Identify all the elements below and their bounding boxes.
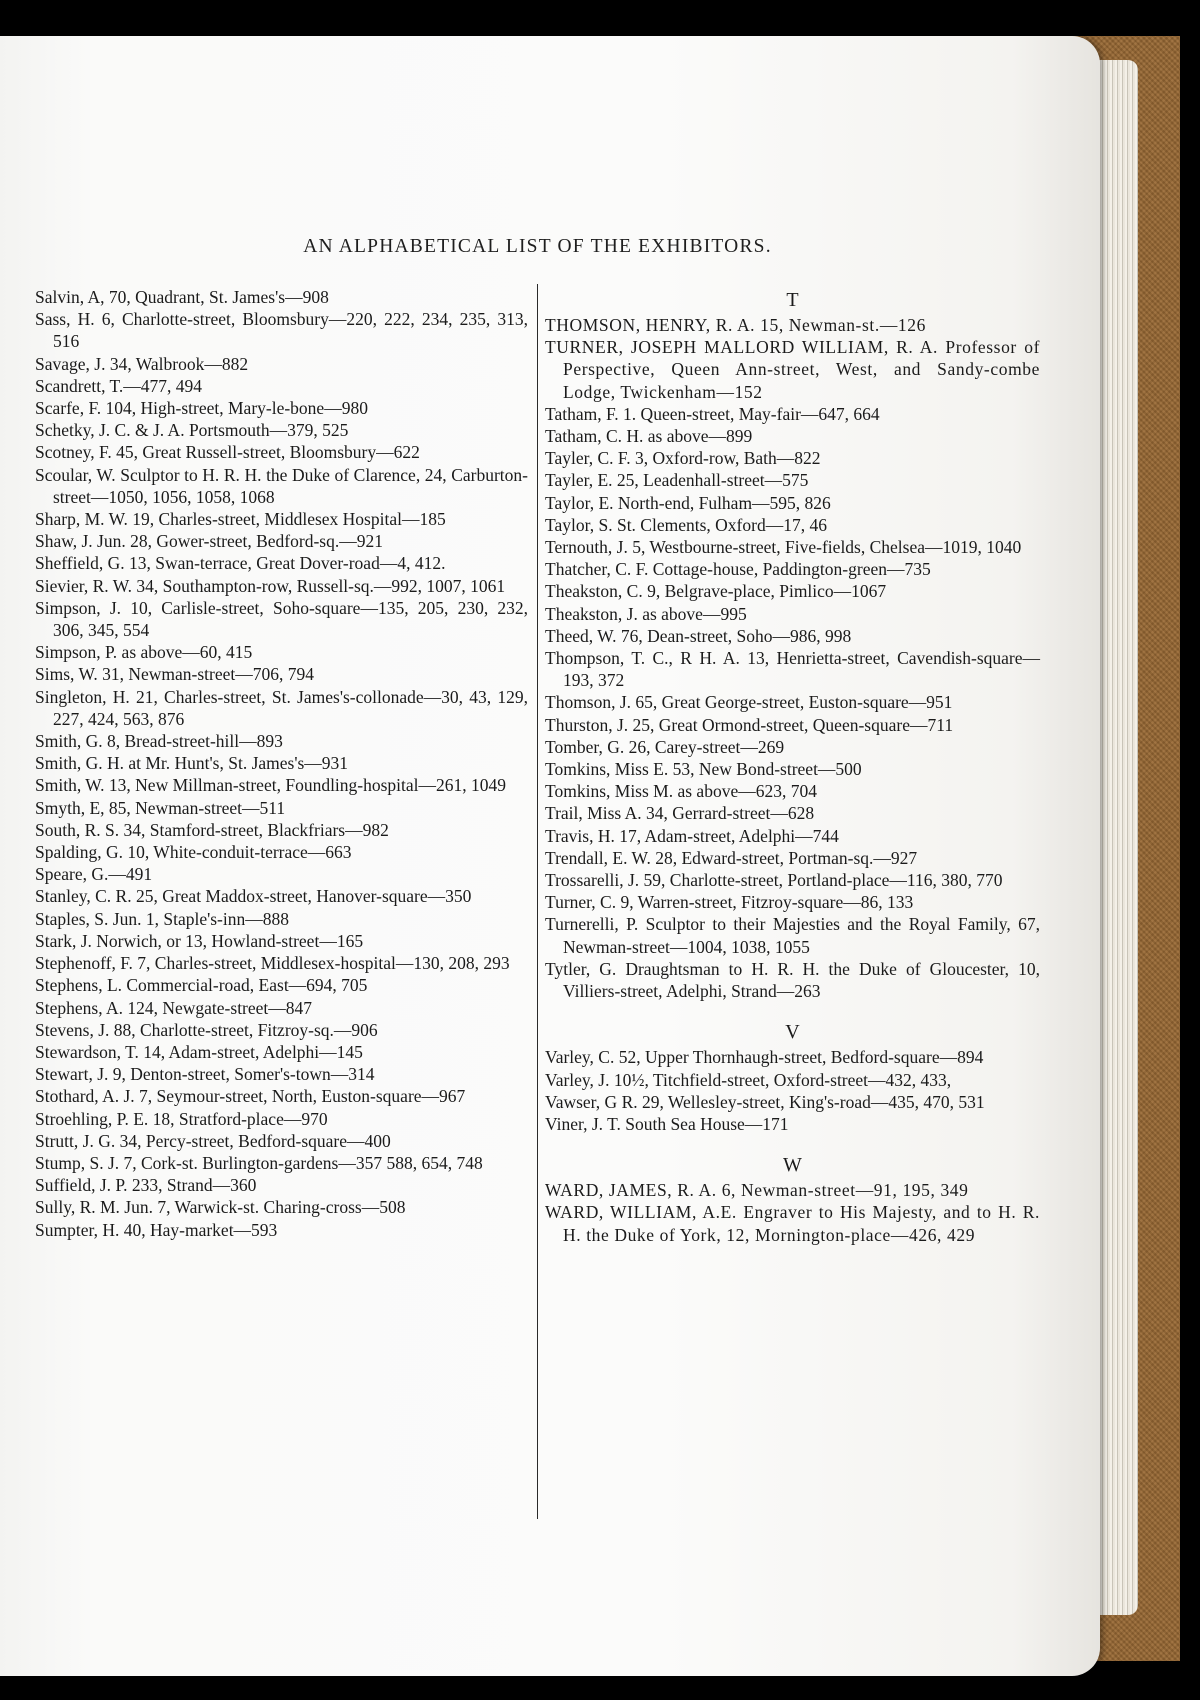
list-entry: Taylor, S. St. Clements, Oxford—17, 46	[545, 514, 827, 535]
list-entry: WARD, JAMES, R. A. 6, Newman-street—91, 195, 349	[545, 1180, 969, 1201]
list-entry: Theakston, J. as above—995	[545, 603, 747, 624]
list-entry: Turnerelli, P. Sculptor to their Majesties and the Royal Family, 67, Newman-street—1004, 1038, 1055	[545, 914, 1040, 957]
list-entry: Tomber, G. 26, Carey-street—269	[545, 736, 785, 757]
list-entry: Vawser, G R. 29, Wellesley-street, King's-road—435, 470, 531	[545, 1091, 985, 1112]
list-entry: Stewardson, T. 14, Adam-street, Adelphi—145	[35, 1041, 363, 1062]
list-entry: Scandrett, T.—477, 494	[35, 375, 203, 396]
list-entry: Sass, H. 6, Charlotte-street, Bloomsbury—220, 222, 234, 235, 313, 516	[35, 309, 528, 352]
list-entry: Trossarelli, J. 59, Charlotte-street, Portland-place—116, 380, 770	[545, 870, 1003, 891]
list-entry: Varley, J. 10½, Titchfield-street, Oxford-street—432, 433,	[545, 1069, 952, 1090]
list-entry: Thatcher, C. F. Cottage-house, Paddington-green—735	[545, 559, 931, 580]
list-entry: Strutt, J. G. 34, Percy-street, Bedford-square—400	[35, 1130, 391, 1151]
list-entry: Stevens, J. 88, Charlotte-street, Fitzroy-sq.—906	[35, 1019, 378, 1040]
page-header: AN ALPHABETICAL LIST OF THE EXHIBITORS.	[303, 236, 772, 257]
list-entry: Thomson, J. 65, Great George-street, Euston-square—951	[545, 692, 953, 713]
list-entry: Smyth, E, 85, Newman-street—511	[35, 797, 286, 818]
list-entry: Stephenoff, F. 7, Charles-street, Middlesex-hospital—130, 208, 293	[35, 953, 510, 974]
list-entry: Trendall, E. W. 28, Edward-street, Portman-sq.—927	[545, 847, 918, 868]
list-entry: Speare, G.—491	[35, 864, 153, 885]
column-divider	[537, 284, 538, 1519]
list-entry: Salvin, A, 70, Quadrant, St. James's—908	[35, 287, 329, 307]
list-entry: Stanley, C. R. 25, Great Maddox-street, Hanover-square—350	[35, 886, 472, 907]
list-entry: Scoular, W. Sculptor to H. R. H. the Duke of Clarence, 24, Carburton-street—1050, 1056, 1058, 1068	[35, 464, 528, 507]
list-entry: Tayler, E. 25, Leadenhall-street—575	[545, 470, 809, 491]
list-entry: Travis, H. 17, Adam-street, Adelphi—744	[545, 825, 839, 846]
list-entry: Tayler, C. F. 3, Oxford-row, Bath—822	[545, 448, 821, 469]
book-page	[0, 36, 1100, 1676]
list-entry: Viner, J. T. South Sea House—171	[545, 1113, 789, 1134]
list-entry: Stothard, A. J. 7, Seymour-street, North, Euston-square—967	[35, 1086, 466, 1107]
list-entry: Shaw, J. Jun. 28, Gower-street, Bedford-sq.—921	[35, 531, 383, 552]
list-entry: Turner, C. 9, Warren-street, Fitzroy-square—86, 133	[545, 892, 914, 913]
list-entry: WARD, WILLIAM, A.E. Engraver to His Majesty, and to H. R. H. the Duke of York, 12, Mornington-place—426, 429	[545, 1202, 1040, 1245]
list-entry: Trail, Miss A. 34, Gerrard-street—628	[545, 803, 815, 824]
list-entry: Thompson, T. C., R H. A. 13, Henrietta-street, Cavendish-square—193, 372	[545, 648, 1040, 691]
list-entry: Tatham, C. H. as above—899	[545, 426, 753, 447]
list-entry: Ternouth, J. 5, Westbourne-street, Five-fields, Chelsea—1019, 1040	[545, 537, 1022, 558]
list-entry: Sims, W. 31, Newman-street—706, 794	[35, 664, 315, 685]
list-entry: Smith, G. 8, Bread-street-hill—893	[35, 731, 283, 752]
left-column	[35, 286, 528, 1241]
list-entry: Suffield, J. P. 233, Strand—360	[35, 1175, 257, 1196]
list-entry: Tytler, G. Draughtsman to H. R. H. the Duke of Gloucester, 10, Villiers-street, Adelphi, Strand—263	[545, 958, 1040, 1002]
list-entry: Stump, S. J. 7, Cork-st. Burlington-gardens—357 588, 654, 748	[35, 1152, 483, 1173]
list-entry: Taylor, E. North-end, Fulham—595, 826	[545, 492, 831, 513]
list-entry: Tomkins, Miss M. as above—623, 704	[545, 781, 817, 802]
list-entry: Sharp, M. W. 19, Charles-street, Middlesex Hospital—185	[35, 509, 446, 530]
list-entry: Sheffield, G. 13, Swan-terrace, Great Dover-road—4, 412.	[35, 553, 446, 574]
section-letter-w: W	[783, 1154, 802, 1177]
list-entry: Thurston, J. 25, Great Ormond-street, Queen-square—711	[545, 714, 954, 735]
list-entry: Sully, R. M. Jun. 7, Warwick-st. Charing-cross—508	[35, 1197, 406, 1218]
list-entry: Sievier, R. W. 34, Southampton-row, Russell-sq.—992, 1007, 1061	[35, 575, 506, 596]
list-entry: Savage, J. 34, Walbrook—882	[35, 353, 249, 374]
list-entry: Theakston, C. 9, Belgrave-place, Pimlico—1067	[545, 581, 887, 602]
list-entry: South, R. S. 34, Stamford-street, Blackfriars—982	[35, 819, 389, 840]
list-entry: Stroehling, P. E. 18, Stratford-place—970	[35, 1108, 328, 1129]
list-entry: Stephens, L. Commercial-road, East—694, 705	[35, 975, 368, 996]
list-entry: Tatham, F. 1. Queen-street, May-fair—647, 664	[545, 403, 880, 424]
list-entry: Varley, C. 52, Upper Thornhaugh-street, Bedford-square—894	[545, 1047, 984, 1068]
list-entry: Stephens, A. 124, Newgate-street—847	[35, 997, 313, 1018]
list-entry: TURNER, JOSEPH MALLORD WILLIAM, R. A. Professor of Perspective, Queen Ann-street, West, and Sandy-combe Lodge, Twickenham—152	[545, 337, 1040, 402]
list-entry: Theed, W. 76, Dean-street, Soho—986, 998	[545, 625, 852, 646]
list-entry: Simpson, P. as above—60, 415	[35, 642, 253, 663]
list-entry: THOMSON, HENRY, R. A. 15, Newman-st.—126	[545, 315, 926, 335]
list-entry: Scarfe, F. 104, High-street, Mary-le-bone—980	[35, 398, 368, 419]
list-entry: Simpson, J. 10, Carlisle-street, Soho-square—135, 205, 230, 232, 306, 345, 554	[35, 597, 528, 641]
list-entry: Sumpter, H. 40, Hay-market—593	[35, 1219, 278, 1240]
list-entry: Schetky, J. C. & J. A. Portsmouth—379, 525	[35, 420, 349, 441]
list-entry: Singleton, H. 21, Charles-street, St. James's-collonade—30, 43, 129, 227, 424, 563, 876	[35, 686, 528, 729]
list-entry: Smith, W. 13, New Millman-street, Foundling-hospital—261, 1049	[35, 775, 507, 796]
list-entry: Staples, S. Jun. 1, Staple's-inn—888	[35, 908, 289, 929]
section-letter-v: V	[785, 1021, 800, 1044]
list-entry: Tomkins, Miss E. 53, New Bond-street—500	[545, 759, 862, 780]
list-entry: Spalding, G. 10, White-conduit-terrace—663	[35, 842, 352, 863]
list-entry: Stewart, J. 9, Denton-street, Somer's-town—314	[35, 1064, 375, 1085]
list-entry: Scotney, F. 45, Great Russell-street, Bloomsbury—622	[35, 442, 420, 463]
section-letter-t: T	[786, 289, 799, 311]
right-column	[545, 286, 1040, 1246]
list-entry: Smith, G. H. at Mr. Hunt's, St. James's—931	[35, 753, 349, 774]
list-entry: Stark, J. Norwich, or 13, Howland-street—165	[35, 930, 364, 951]
